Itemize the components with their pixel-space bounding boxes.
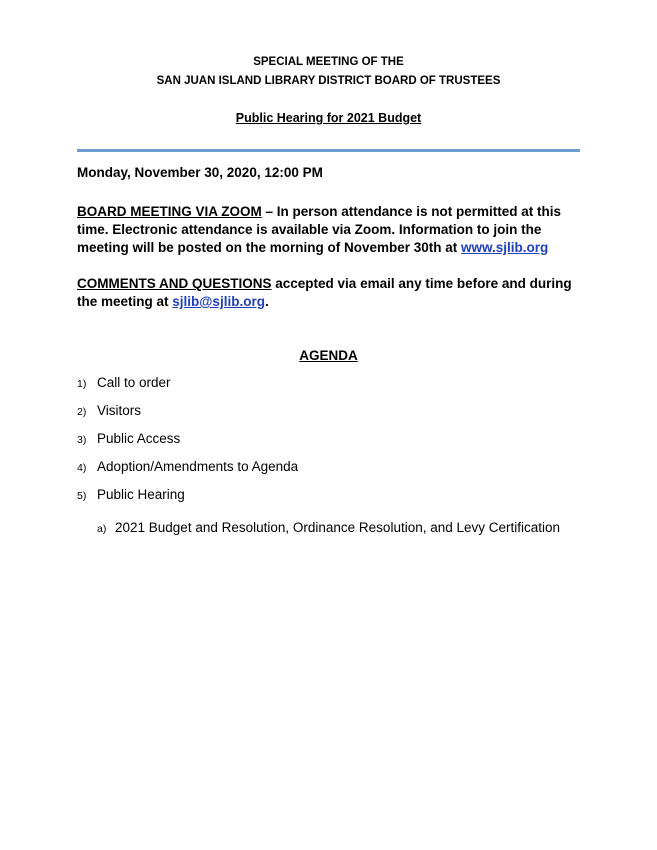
meeting-title-line2: SAN JUAN ISLAND LIBRARY DISTRICT BOARD OF TRUSTEES — [156, 75, 501, 87]
agenda-subitem-letter: a) — [97, 523, 107, 535]
agenda-item-number: 3) — [77, 434, 87, 446]
email-link[interactable]: sjlib@sjlib.org — [172, 294, 265, 309]
agenda-item-label: Visitors — [97, 403, 142, 418]
agenda-item-label: Public Hearing — [97, 487, 185, 502]
agenda-item-label: Public Access — [97, 431, 181, 446]
comments-text: accepted via email any time before and during the meeting at — [77, 276, 572, 309]
zoom-paragraph — [77, 203, 587, 257]
agenda-item-number: 5) — [77, 490, 87, 502]
agenda-item — [77, 375, 171, 390]
agenda-title: AGENDA — [299, 348, 358, 363]
agenda-item — [77, 403, 141, 418]
agenda-subitem-label: 2021 Budget and Resolution, Ordinance Resolution, and Levy Certification — [115, 520, 561, 535]
comments-heading: COMMENTS AND QUESTIONS — [77, 276, 272, 291]
agenda-subitem — [97, 520, 560, 535]
agenda-item — [77, 487, 185, 502]
agenda-item — [77, 459, 298, 474]
zoom-text: – In person attendance is not permitted at this time. Electronic attendance is available via Zoom. Information to join the meeting will be posted on the morning of November 30th at — [77, 204, 562, 255]
comments-period: . — [264, 294, 269, 309]
meeting-title-line1: SPECIAL MEETING OF THE — [253, 56, 404, 68]
comments-paragraph — [77, 275, 587, 311]
horizontal-divider — [77, 149, 580, 152]
agenda-item-number: 1) — [77, 378, 87, 390]
agenda-item — [77, 431, 180, 446]
agenda-item-number: 2) — [77, 406, 87, 418]
agenda-item-label: Call to order — [97, 375, 171, 390]
zoom-heading: BOARD MEETING VIA ZOOM — [77, 204, 262, 219]
meeting-datetime: Monday, November 30, 2020, 12:00 PM — [77, 165, 323, 180]
meeting-subtitle: Public Hearing for 2021 Budget — [235, 111, 422, 125]
agenda-item-number: 4) — [77, 462, 87, 474]
website-link[interactable]: www.sjlib.org — [461, 240, 549, 255]
agenda-item-label: Adoption/Amendments to Agenda — [97, 459, 299, 474]
